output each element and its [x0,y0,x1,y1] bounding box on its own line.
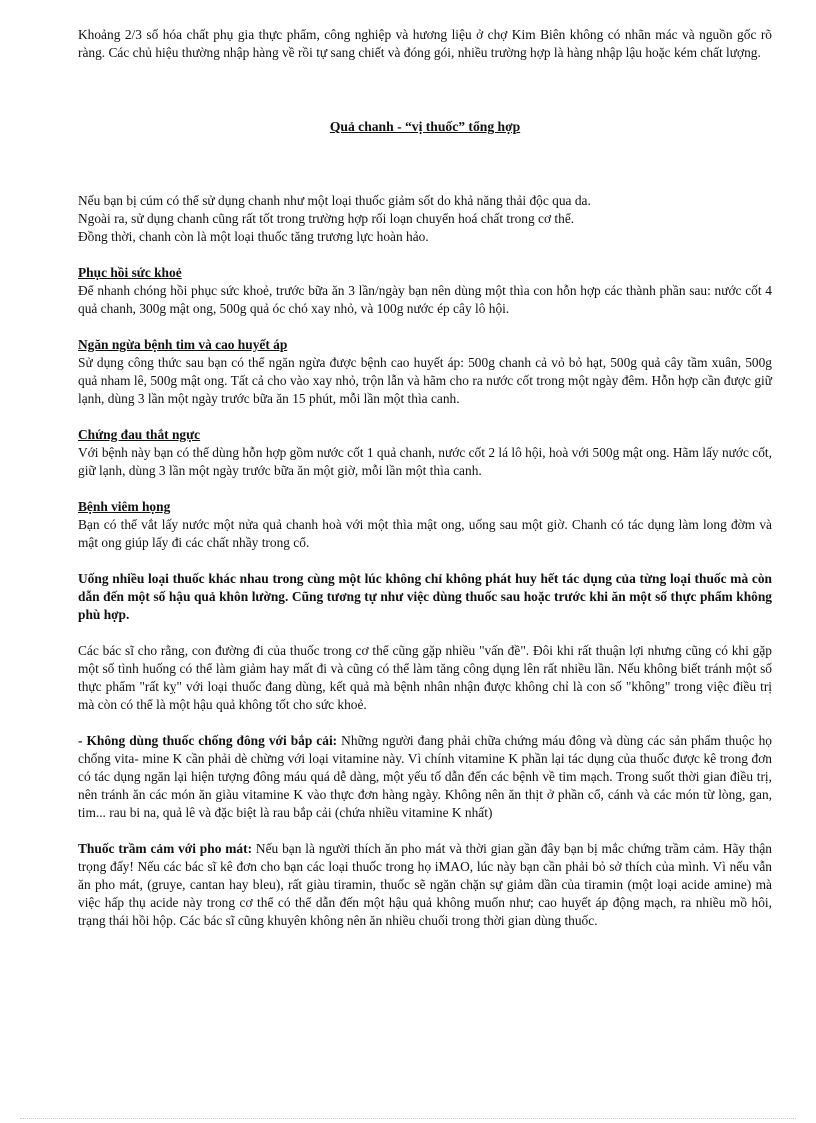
cabbage-label: - Không dùng thuốc chống đông với bắp cải: [78,733,338,748]
section-heading: Phục hồi sức khoẻ [78,265,182,280]
section-heading: Ngăn ngừa bệnh tim và cao huyết áp [78,337,288,352]
opening-line: Ngoài ra, sử dụng chanh cũng rất tốt trong trường hợp rối loạn chuyển hoá chất trong cơ thể. [78,211,575,226]
section-throat [78,498,772,552]
page-bottom-divider [20,1118,796,1119]
document-page [78,26,772,930]
section-body: Sử dụng công thức sau bạn có thể ngăn ngừa được bệnh cao huyết áp: 500g chanh cả vỏ bỏ hạt, 500g quả cây tầm xuân, 500g quả nham lê, 500g mật ong. Tất cả cho vào xay nhỏ, trộn lẫn và hãm cho ra nước cốt trong một ngày đêm. Hỗn hợp cần được giữ lạnh, dùng 3 lần một ngày trước bữa ăn 15 phút, mỗi lần một thìa canh. [78,355,772,406]
cabbage-text: Những người đang phải chữa chứng máu đông và dùng các sản phẩm thuộc họ chống vita- mine K cần phải dè chừng với loại vitamine này. Vì chính vitamine K phần lại tác dụng của thuốc được kê trong đơn có tác dụng ngăn lại hiện tượng đông máu quá dễ dàng, một yếu tố dẫn đến các bệnh về tim mạch. Trong suốt thời gian điều trị, nên tránh ăn các món ăn giàu vitamine K vào thực đơn hàng ngày. Không nên ăn thịt ở phần cổ, cánh và các món từ lòng, gan, tim... rau bi na, quả lê và đặc biệt là rau bắp cải (chứa nhiều vitamine K nhất) [78,733,772,820]
cabbage-paragraph [78,732,772,822]
section-body: Bạn có thể vắt lấy nước một nửa quả chanh hoà với một thìa mật ong, uống sau một giờ. Chanh có tác dụng làm long đờm và mật ong giúp lấy đi các chất nhầy trong cổ. [78,517,772,550]
section-heading: Chứng đau thắt ngực [78,427,201,442]
section-heart [78,336,772,408]
lead-bold-paragraph: Uống nhiều loại thuốc khác nhau trong cùng một lúc không chỉ không phát huy hết tác dụng của từng loại thuốc mà còn dẫn đến một số hậu quả khôn lường. Cũng tương tự như việc dùng thuốc sau hoặc trước khi ăn một số thực phẩm không phù hợp. [78,571,772,622]
article-title: Quả chanh - “vị thuốc” tổng hợp [329,119,521,134]
intro-paragraph: Khoảng 2/3 số hóa chất phụ gia thực phẩm, công nghiệp và hương liệu ở chợ Kim Biên không có nhãn mác và nguồn gốc rõ ràng. Các chủ hiệu thường nhập hàng về rồi tự sang chiết và đóng gói, nhiều trường hợp là hàng nhập lậu hoặc kém chất lượng. [78,27,772,60]
cheese-text: Nếu bạn là người thích ăn pho mát và thời gian gần đây bạn bị mắc chứng trầm cảm. Hãy thận trọng đấy! Nếu các bác sĩ kê đơn cho bạn các loại thuốc trong họ iMAO, lúc này bạn cần phải bỏ sở thích của mình. Vì nếu vẫn ăn pho mát, (gruye, cantan hay bleu), rất giàu tiramin, thuốc sẽ ngăn chặn sự giảm dần của tiramin (một loại acide amine) mà việc hấp thụ acide này trong cơ thể có thể dẫn đến một hậu quả không muốn như; cao huyết áp động mạch, ra nhiều mồ hôi, trạng thái hồi hộp. Các bác sĩ cũng khuyên không nên ăn nhiều chuối trong thời gian dùng thuốc. [78,841,773,928]
section-recovery [78,264,772,318]
doctors-paragraph: Các bác sĩ cho rằng, con đường đi của thuốc trong cơ thể cũng gặp nhiều "vấn đề". Đôi khi rất thuận lợi nhưng cũng có khi gặp một số tình huống có thể làm giảm hay mất đi và cũng có thể làm tăng công dụng lên rất nhiều lần. Nếu không biết tránh một số thực phẩm "rất kỵ" với loại thuốc đang dùng, kết quả mà bệnh nhân nhận được không chỉ là con số "không" trong việc điều trị mà còn có thể là một hậu quả không tốt cho sức khoẻ. [78,643,772,712]
opening-line: Đồng thời, chanh còn là một loại thuốc tăng trương lực hoàn hảo. [78,229,429,244]
opening-line: Nếu bạn bị cúm có thể sử dụng chanh như một loại thuốc giảm sốt do khả năng thải độc qua da. [78,193,591,208]
section-body: Để nhanh chóng hồi phục sức khoẻ, trước bữa ăn 3 lần/ngày bạn nên dùng một thìa con hỗn hợp các thành phần sau: nước cốt 4 quả chanh, 300g mật ong, 500g quả óc chó xay nhỏ, và 100g nước ép cây lô hội. [78,283,772,316]
cheese-label: Thuốc trầm cảm với pho mát: [78,841,253,856]
section-angina [78,426,772,480]
opening-paragraph [78,192,772,246]
section-body: Với bệnh này bạn có thể dùng hỗn hợp gồm nước cốt 1 quả chanh, nước cốt 2 lá lô hội, hoà với 500g mật ong. Hãm lấy nước cốt, giữ lạnh, dùng 3 lần một ngày trước bữa ăn một giờ, mỗi lần một thìa canh. [78,445,772,478]
section-heading: Bệnh viêm họng [78,499,171,514]
cheese-paragraph [78,840,772,930]
